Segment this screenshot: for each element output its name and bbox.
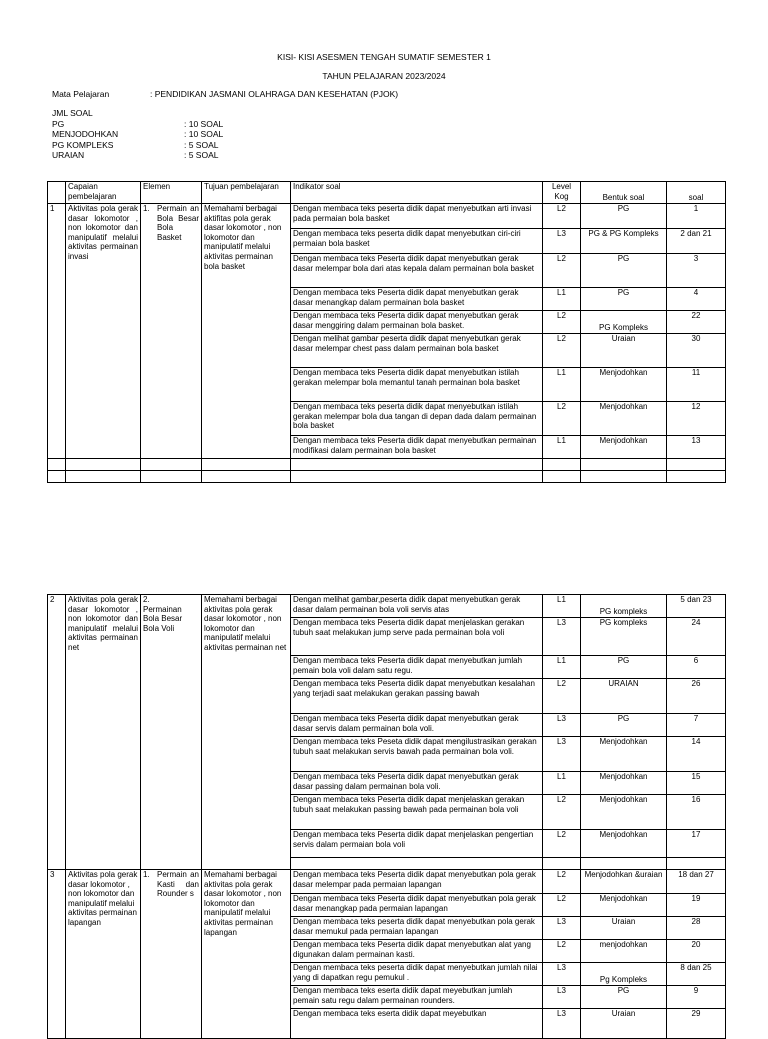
indikator-cell: Dengan membaca teks Peserta didik dapat menyebutkan gerak dasar melempar bola dari atas kepala dalam permainan bola basket — [291, 254, 543, 288]
level-cell: L2 — [543, 204, 581, 229]
elemen-cell — [141, 595, 202, 870]
tujuan-cell: Memahami berbagai aktivitas pola gerak dasar lokomotor , non lokomotor dan manipulatif melalui aktivitas permainan net — [202, 595, 291, 870]
bentuk-cell: PG kompleks — [581, 618, 667, 656]
indikator-cell: Dengan melihat gambar peserta didik dapat menyebutkan gerak dasar melempar chest pass dalam permainan bola basket — [291, 334, 543, 368]
bentuk-cell: Menjodohkan — [581, 772, 667, 795]
indikator-cell: Dengan membaca teks Peseta didik dapat mengilustrasikan gerakan tubuh saat melakukan servis bawah pada permainan bola voli. — [291, 737, 543, 772]
question-counts — [52, 108, 223, 161]
level-cell: L2 — [543, 402, 581, 436]
elemen-number: 2. — [143, 595, 150, 604]
soal-cell: 29 — [667, 1009, 726, 1039]
level-cell: L3 — [543, 1009, 581, 1039]
soal-cell: 28 — [667, 917, 726, 940]
level-cell: L1 — [543, 772, 581, 795]
indikator-cell: Dengan membaca teks Peserta didik dapat menyebutkan gerak dasar menangkap dalam permainan bola basket — [291, 288, 543, 311]
level-cell: L3 — [543, 986, 581, 1009]
count-label: MENJODOHKAN — [52, 129, 119, 139]
empty-row — [48, 459, 726, 471]
indikator-cell: Dengan membaca teks Peserta didik dapat menyebutkan pola gerak dasar melempar pada permaian lapangan — [291, 870, 543, 894]
level-cell: L1 — [543, 436, 581, 459]
count-label: PG — [52, 118, 65, 129]
soal-cell: 14 — [667, 737, 726, 772]
grid-table-2 — [47, 594, 726, 1039]
table-row — [48, 595, 726, 618]
bentuk-cell: PG & PG Kompleks — [581, 229, 667, 254]
bentuk-cell: Menjodohkan — [581, 795, 667, 830]
count-label: URAIAN — [52, 150, 85, 160]
soal-cell: 26 — [667, 679, 726, 714]
level-cell: L2 — [543, 830, 581, 858]
soal-cell: 16 — [667, 795, 726, 830]
bentuk-cell: Pg Kompleks — [581, 963, 667, 986]
elemen-cell — [141, 204, 202, 459]
subject-label: Mata Pelajaran — [52, 89, 110, 99]
soal-cell: 5 dan 23 — [667, 595, 726, 618]
header-elemen: Elemen — [141, 182, 202, 204]
count-label: PG KOMPLEKS — [52, 139, 114, 150]
elemen-number: 1. — [143, 204, 150, 213]
indikator-cell: Dengan membaca teks Peserta didik dapat menjelaskan gerakan tubuh saat melakukan jump serve pada permainan bola voli — [291, 618, 543, 656]
bentuk-cell: PG Kompleks — [581, 311, 667, 334]
level-cell: L1 — [543, 288, 581, 311]
doc-title: KISI- KISI ASESMEN TENGAH SUMATIF SEMESTER 1 — [277, 52, 491, 62]
soal-cell: 19 — [667, 894, 726, 917]
elemen-cell — [141, 870, 202, 1039]
count-value: : 5 SOAL — [184, 150, 219, 160]
bentuk-cell: menjodohkan — [581, 940, 667, 963]
subject-line — [52, 89, 398, 100]
soal-cell: 20 — [667, 940, 726, 963]
bentuk-cell: PG — [581, 986, 667, 1009]
bentuk-cell: Menjodohkan — [581, 402, 667, 436]
header-soal: soal — [667, 182, 726, 204]
indikator-cell: Dengan melihat gambar,peserta didik dapat menyebutkan gerak dasar dalam permainan bola voli servis atas — [291, 595, 543, 618]
header-level: Level Kog — [543, 182, 581, 204]
grid-table-1 — [47, 181, 726, 483]
header-cell-no — [48, 182, 66, 204]
header-tujuan: Tujuan pembelajaran — [202, 182, 291, 204]
level-cell: L3 — [543, 229, 581, 254]
indikator-cell: Dengan membaca teks Peserta didik dapat menjelaskan gerakan tubuh saat melakukan passing bawah pada permainan bola voli — [291, 795, 543, 830]
indikator-cell: Dengan membaca teks Peserta didik dapat menyebutkan gerak dasar servis dalam permainan bola voli. — [291, 714, 543, 737]
level-cell: L2 — [543, 334, 581, 368]
indikator-cell: Dengan membaca teks peserta didik dapat menyebutkan arti invasi pada permaian bola basket — [291, 204, 543, 229]
bentuk-cell: Menjodohkan — [581, 737, 667, 772]
bentuk-cell: PG — [581, 288, 667, 311]
level-cell: L3 — [543, 618, 581, 656]
level-cell: L2 — [543, 870, 581, 894]
soal-cell: 22 — [667, 311, 726, 334]
soal-cell: 4 — [667, 288, 726, 311]
soal-cell: 2 dan 21 — [667, 229, 726, 254]
level-cell: L2 — [543, 795, 581, 830]
soal-cell: 1 — [667, 204, 726, 229]
count-value: : 10 SOAL — [184, 118, 224, 129]
soal-cell: 12 — [667, 402, 726, 436]
soal-cell: 13 — [667, 436, 726, 459]
elemen-text: Permain an Bola Besar Bola Basket — [157, 204, 199, 242]
capaian-cell: Aktivitas pola gerak dasar lokomotor , non lokomotor dan manipulatif melalui aktivitas permainan invasi — [66, 204, 141, 459]
soal-cell: 3 — [667, 254, 726, 288]
table-row — [48, 870, 726, 894]
soal-cell: 6 — [667, 656, 726, 679]
indikator-cell: Dengan membaca teks peserta didik dapat menyebutkan jumlah nilai yang di dapatkan regu pemukul . — [291, 963, 543, 986]
indikator-cell: Dengan membaca teks Peserta didik dapat menyebutkan permainan modifikasi dalam permainan bola basket — [291, 436, 543, 459]
indikator-cell: Dengan membaca teks Peserta didik dapat menyebutkan gerak dasar menggiring dalam permainan bola basket. — [291, 311, 543, 334]
indikator-cell: Dengan membaca teks Peserta didik dapat menyebutkan alat yang digunakan dalam permainan kasti. — [291, 940, 543, 963]
elemen-text: Permainan Bola Besar Bola Voli — [143, 604, 183, 633]
level-cell: L2 — [543, 254, 581, 288]
row-number: 3 — [48, 870, 66, 1039]
bentuk-cell: PG kompleks — [581, 595, 667, 618]
level-cell: L2 — [543, 311, 581, 334]
bentuk-cell: PG — [581, 656, 667, 679]
header-indikator: Indikator soal — [291, 182, 543, 204]
indikator-cell: Dengan membaca teks peserta didik dapat menyebutkan ciri-ciri permaian bola basket — [291, 229, 543, 254]
subject-value: : PENDIDIKAN JASMANI OLAHRAGA DAN KESEHATAN (PJOK) — [150, 89, 399, 99]
bentuk-cell: URAIAN — [581, 679, 667, 714]
indikator-cell: Dengan membaca teks Peserta didik dapat menyebutkan istilah gerakan melempar bola memantul tanah permainan bola basket — [291, 368, 543, 402]
row-number: 2 — [48, 595, 66, 870]
elemen-text: Permain an Kasti dan Rounder s — [157, 870, 199, 899]
bentuk-cell: PG — [581, 714, 667, 737]
indikator-cell: Dengan membaca teks Peserta didik dapat menyebutkan gerak dasar passing dalam permainan bola voli. — [291, 772, 543, 795]
level-cell: L2 — [543, 679, 581, 714]
table-row — [48, 204, 726, 229]
indikator-cell: Dengan membaca teks peserta didik dapat menyebutkan istilah gerakan melempar bola dua tangan di depan dada dalam permainan bola basket — [291, 402, 543, 436]
level-cell: L2 — [543, 940, 581, 963]
indikator-cell: Dengan membaca teks Peserta didik dapat menyebutkan jumlah pemain bola voli dalam satu regu. — [291, 656, 543, 679]
soal-cell: 8 dan 25 — [667, 963, 726, 986]
capaian-cell: Aktivitas pola gerak dasar lokomotor , non lokomotor dan manipulatif melalui aktivitas permainan net — [66, 595, 141, 870]
capaian-cell: Aktivitas pola gerak dasar lokomotor , non lokomotor dan manipulatif melalui aktivitas permainan lapangan — [66, 870, 141, 1039]
bentuk-cell: Menjodohkan — [581, 436, 667, 459]
soal-cell: 15 — [667, 772, 726, 795]
soal-cell: 17 — [667, 830, 726, 858]
table-header-row — [48, 182, 726, 204]
bentuk-cell: PG — [581, 254, 667, 288]
soal-cell: 11 — [667, 368, 726, 402]
bentuk-cell: Menjodohkan — [581, 894, 667, 917]
tujuan-cell: Memahami berbagai aktivitas pola gerak dasar lokomotor , non lokomotor dan manipulatif melalui aktivitas permainan lapangan — [202, 870, 291, 1039]
level-cell: L1 — [543, 656, 581, 679]
level-cell: L3 — [543, 737, 581, 772]
soal-cell: 18 dan 27 — [667, 870, 726, 894]
count-value: : 5 SOAL — [184, 139, 219, 150]
bentuk-cell: Menjodohkan — [581, 368, 667, 402]
indikator-cell: Dengan membaca teks eserta didik dapat meyebutkan jumlah pemain satu regu dalam permainan rounders. — [291, 986, 543, 1009]
bentuk-cell: Uraian — [581, 1009, 667, 1039]
level-cell: L3 — [543, 917, 581, 940]
indikator-cell: Dengan membaca teks Peserta didik dapat menyebutkan kesalahan yang terjadi saat melakukan gerakan passing bawah — [291, 679, 543, 714]
row-number: 1 — [48, 204, 66, 459]
level-cell: L3 — [543, 963, 581, 986]
bentuk-cell: Menjodohkan &uraian — [581, 870, 667, 894]
level-cell: L1 — [543, 368, 581, 402]
jml-label: JML SOAL — [52, 108, 93, 118]
bentuk-cell: Uraian — [581, 334, 667, 368]
soal-cell: 24 — [667, 618, 726, 656]
soal-cell: 30 — [667, 334, 726, 368]
header-capaian: Capaian pembelajaran — [66, 182, 141, 204]
level-cell: L1 — [543, 595, 581, 618]
soal-cell: 9 — [667, 986, 726, 1009]
elemen-number: 1. — [143, 870, 150, 879]
bentuk-cell: PG — [581, 204, 667, 229]
indikator-cell: Dengan membaca teks peserta didik dapat menyebutkan pola gerak dasar memukul pada permaian lapangan — [291, 917, 543, 940]
level-cell: L3 — [543, 714, 581, 737]
level-cell: L2 — [543, 894, 581, 917]
count-value: : 10 SOAL — [184, 129, 224, 139]
indikator-cell: Dengan membaca teks Peserta didik dapat menjelaskan pengertian servis dalam permaian bola voli — [291, 830, 543, 858]
soal-cell: 7 — [667, 714, 726, 737]
header-bentuk: Bentuk soal — [581, 182, 667, 204]
doc-subtitle: TAHUN PELAJARAN 2023/2024 — [322, 71, 446, 81]
indikator-cell: Dengan membaca teks Peserta didik dapat menyebutkan pola gerak dasar menangkap pada permaian lapangan — [291, 894, 543, 917]
indikator-cell: Dengan membaca teks eserta didik dapat meyebutkan — [291, 1009, 543, 1039]
bentuk-cell: Uraian — [581, 917, 667, 940]
tujuan-cell: Memahami berbagai aktifitas pola gerak dasar lokomotor , non lokomotor dan manipulatif melalui aktivitas permainan bola basket — [202, 204, 291, 459]
bentuk-cell: Menjodohkan — [581, 830, 667, 858]
empty-row — [48, 471, 726, 483]
